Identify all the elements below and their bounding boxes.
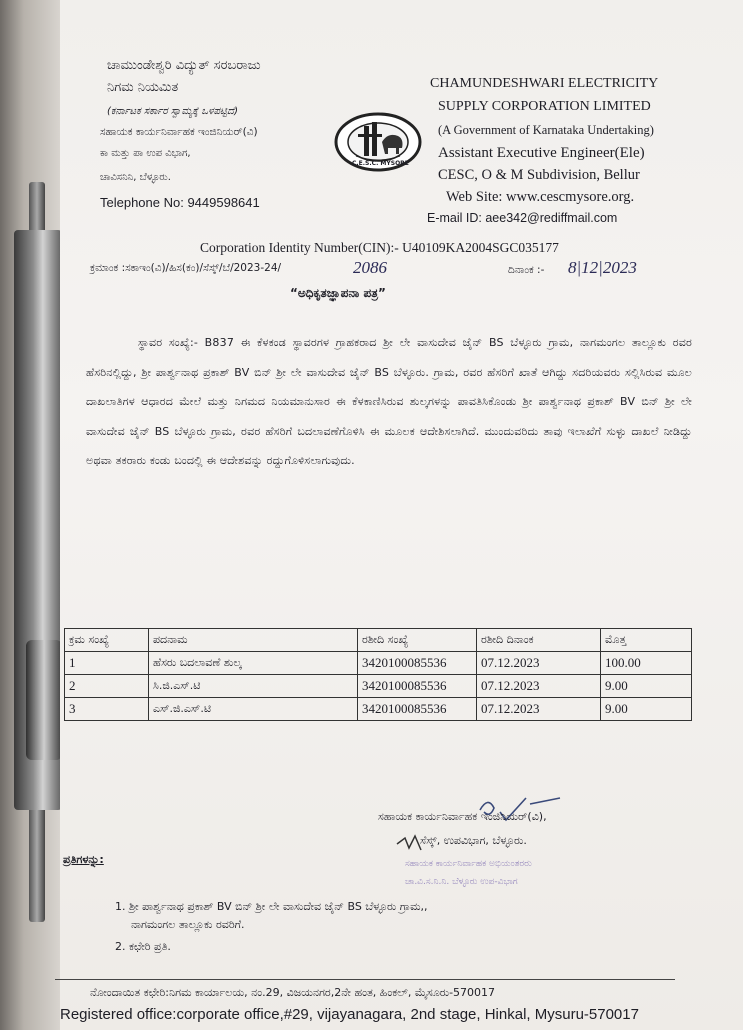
stamp-line1: ಸಹಾಯಕ ಕಾರ್ಯನಿರ್ವಾಹಕ ಅಭಿಯಂತರರು [405, 859, 532, 869]
email-link[interactable]: E-mail ID: aee342@rediffmail.com [427, 211, 618, 225]
table-header-row [65, 629, 692, 652]
telephone: Telephone No: 9449598641 [100, 195, 260, 210]
cell-particulars: ಎಸ್.ಜಿ.ಎಸ್.ಟಿ [149, 698, 358, 721]
date-label: ದಿನಾಂಕ :- [508, 264, 545, 276]
copy-item-1-line2: ನಾಗಮಂಗಲ ತಾಲ್ಲೂಕು ರವರಿಗೆ. [131, 918, 245, 931]
letterhead-kn-govt: (ಕರ್ನಾಟಕ ಸರ್ಕಾರ ಸ್ವಾಮ್ಯಕ್ಕೆ ಒಳಪಟ್ಟಿದೆ) [107, 106, 238, 117]
cell-receipt-date: 07.12.2023 [477, 698, 601, 721]
cell-amount: 9.00 [601, 698, 692, 721]
cell-receipt-number: 3420100085536 [358, 698, 477, 721]
cesc-logo [334, 112, 422, 172]
header-receipt-date: ರಶೀದಿ ದಿನಾಂಕ [477, 629, 601, 652]
office-stamp [405, 855, 532, 891]
letterhead-kn-name-line1: ಚಾಮುಂಡೇಶ್ವರಿ ವಿದ್ಯುತ್ ಸರಬರಾಜು [107, 58, 261, 73]
letterhead-kn-subdivision: ಕಾ ಮತ್ತು ಪಾ ಉಪ ವಿಭಾಗ, [100, 148, 191, 159]
header-amount: ಮೊತ್ತ [601, 629, 692, 652]
cell-serial: 1 [65, 652, 149, 675]
cin-line: Corporation Identity Number(CIN):- U40109KA2004SGC035177 [200, 240, 559, 255]
header-serial: ಕ್ರಮ ಸಂಖ್ಯೆ [65, 629, 149, 652]
table-row [65, 675, 692, 698]
signatory-designation: ಸಹಾಯಕ ಕಾರ್ಯನಿರ್ವಾಹಕ ಇಂಜಿನಿಯರ್(ವಿ), [378, 810, 547, 823]
footer-divider [55, 979, 675, 980]
website-link[interactable]: Web Site: www.cescmysore.org. [446, 189, 635, 205]
initials-mark [395, 832, 425, 854]
cell-receipt-number: 3420100085536 [358, 675, 477, 698]
letterhead-en-name-line2: SUPPLY CORPORATION LIMITED [438, 99, 651, 114]
logo-caption: C.E.S.C. MYSORE [352, 160, 409, 167]
cell-amount: 9.00 [601, 675, 692, 698]
header-particulars: ಪದನಾಮ [149, 629, 358, 652]
cell-receipt-date: 07.12.2023 [477, 675, 601, 698]
letterhead-en-subdivision: CESC, O & M Subdivision, Bellur [438, 167, 640, 183]
copies-heading: ಪ್ರತಿಗಳನ್ನು: [63, 853, 104, 866]
footer-address-kn: ನೋಂದಾಯಿತ ಕಛೇರಿ:ನಿಗಮ ಕಾರ್ಯಾಲಯ, ನಂ.29, ವಿಜಯನಗರ,2ನೇ ಹಂತ, ಹಿಂಕಲ್, ಮೈಸೂರು-570017 [90, 986, 496, 999]
cell-particulars: ಹೆಸರು ಬದಲಾವಣೆ ಶುಲ್ಕ [149, 652, 358, 675]
body-paragraph-block [86, 328, 692, 476]
table-row [65, 698, 692, 721]
document-title: “ಅಧಿಕೃತಜ್ಞಾಪನಾ ಪತ್ರ” [290, 286, 386, 300]
stamp-line2: ಚಾ.ವಿ.ಸ.ನಿ.ನಿ. ಬೆಳ್ಳೂರು ಉಪ-ವಿಭಾಗ [405, 877, 518, 887]
letterhead-kn-name-line2: ನಿಗಮ ನಿಯಮಿತ [107, 80, 179, 95]
letterhead-en-name-line1: CHAMUNDESHWARI ELECTRICITY [430, 76, 659, 91]
footer-address-en: Registered office:corporate office,#29, vijayanagara, 2nd stage, Hinkal, Mysuru-570017 [60, 1006, 639, 1023]
copy-item-2: 2. ಕಛೇರಿ ಪ್ರತಿ. [115, 940, 171, 953]
reference-number: 2086 [353, 258, 387, 277]
signatory-office: ಸೆಸ್ಕ್, ಉಪವಿಭಾಗ, ಬೆಳ್ಳೂರು. [420, 834, 527, 847]
cell-receipt-number: 3420100085536 [358, 652, 477, 675]
reference-label: ಕ್ರಮಾಂಕ :ಸಕಾಇಂ(ವಿ)/ಹಿಸ(ಕಂ)/ಸೆಸ್ಕ್/ಬೆ/2023-24/ [90, 262, 282, 274]
header-receipt-number: ರಶೀದಿ ಸಂಖ್ಯೆ [358, 629, 477, 652]
letterhead-kn-place: ಚಾವಿಸನಿನಿ, ಬೆಳ್ಳೂರು. [100, 172, 171, 183]
cell-serial: 3 [65, 698, 149, 721]
copy-item-1: 1. ಶ್ರೀ ಪಾರ್ಶ್ವನಾಥ ಪ್ರಕಾಶ್ BV ಬಿನ್ ಶ್ರೀ ಲೇ ವಾಸುದೇವ ಜೈನ್ BS ಬೆಳ್ಳೂರು ಗ್ರಾಮ,, [115, 900, 428, 913]
letterhead-en-govt: (A Government of Karnataka Undertaking) [438, 123, 654, 137]
date-value: 8|12|2023 [568, 258, 637, 277]
cell-particulars: ಸಿ.ಜಿ.ಎಸ್.ಟಿ [149, 675, 358, 698]
body-paragraph: ಸ್ಥಾವರ ಸಂಖ್ಯೆ:- B837 ಈ ಕೆಳಕಂಡ ಸ್ಥಾವರಗಳ ಗ್ರಾಹಕರಾದ ಶ್ರೀ ಲೇ ವಾಸುದೇವ ಜೈನ್ BS ಬೆಳ್ಳೂರು ಗ್ರಾಮ, ನಾಗಮಂಗಲ ತಾಲ್ಲೂಕು ರವರ ಹೆಸರಿನಲ್ಲಿದ್ದು, ಶ್ರೀ ಪಾರ್ಶ್ವನಾಥ ಪ್ರಕಾಶ್ BV ಬಿನ್ ಶ್ರೀ ಲೇ ವಾಸುದೇವ ಜೈನ್ BS ಬೆಳ್ಳೂರು. ಗ್ರಾಮ, ರವರ ಹೆಸರಿಗೆ ಖಾತೆ ಆಗಿದ್ದು ಸದರಿಯವರು ಸಲ್ಲಿಸಿರುವ ಮೂಲ ದಾಖಲಾತಿಗಳ ಆಧಾರದ ಮೇಲೆ ಮತ್ತು ನಿಗಮದ ನಿಯಮಾನುಸಾರ ಈ ಕೆಳಕಾಣಿಸಿರುವ ಶುಲ್ಕಗಳನ್ನು ಪಾವತಿಸಿಕೊಂಡು ಶ್ರೀ ಪಾರ್ಶ್ವನಾಥ ಪ್ರಕಾಶ್ BV ಬಿನ್ ಶ್ರೀ ಲೇ ವಾಸುದೇವ ಜೈನ್ BS ಬೆಳ್ಳೂರು ಗ್ರಾಮ, ರವರ ಹೆಸರಿಗೆ ಬದಲಾವಣೆಗೊಳಿಸಿ ಈ ಮೂಲಕ ಆದೇಶಿಸಲಾಗಿದೆ. ಮುಂದುವರಿದು ತಾವು ಇಲಾಖೆಗೆ ಸುಳ್ಳು ದಾಖಲೆ ನೀಡಿದ್ದು ಅಥವಾ ತಕರಾರು ಕಂಡು ಬಂದಲ್ಲಿ ಈ ಆದೇಶವನ್ನು ರದ್ದುಗೊಳಿಸಲಾಗುವುದು. [86, 336, 692, 467]
letterhead-en-officer: Assistant Executive Engineer(Ele) [438, 145, 645, 161]
fee-table [64, 628, 692, 721]
table-row [65, 652, 692, 675]
cell-serial: 2 [65, 675, 149, 698]
letterhead-kn-officer: ಸಹಾಯಕ ಕಾರ್ಯನಿರ್ವಾಹಕ ಇಂಜಿನಿಯರ್(ವಿ) [100, 126, 258, 138]
cell-amount: 100.00 [601, 652, 692, 675]
cell-receipt-date: 07.12.2023 [477, 652, 601, 675]
file-clip-ring [26, 640, 62, 760]
